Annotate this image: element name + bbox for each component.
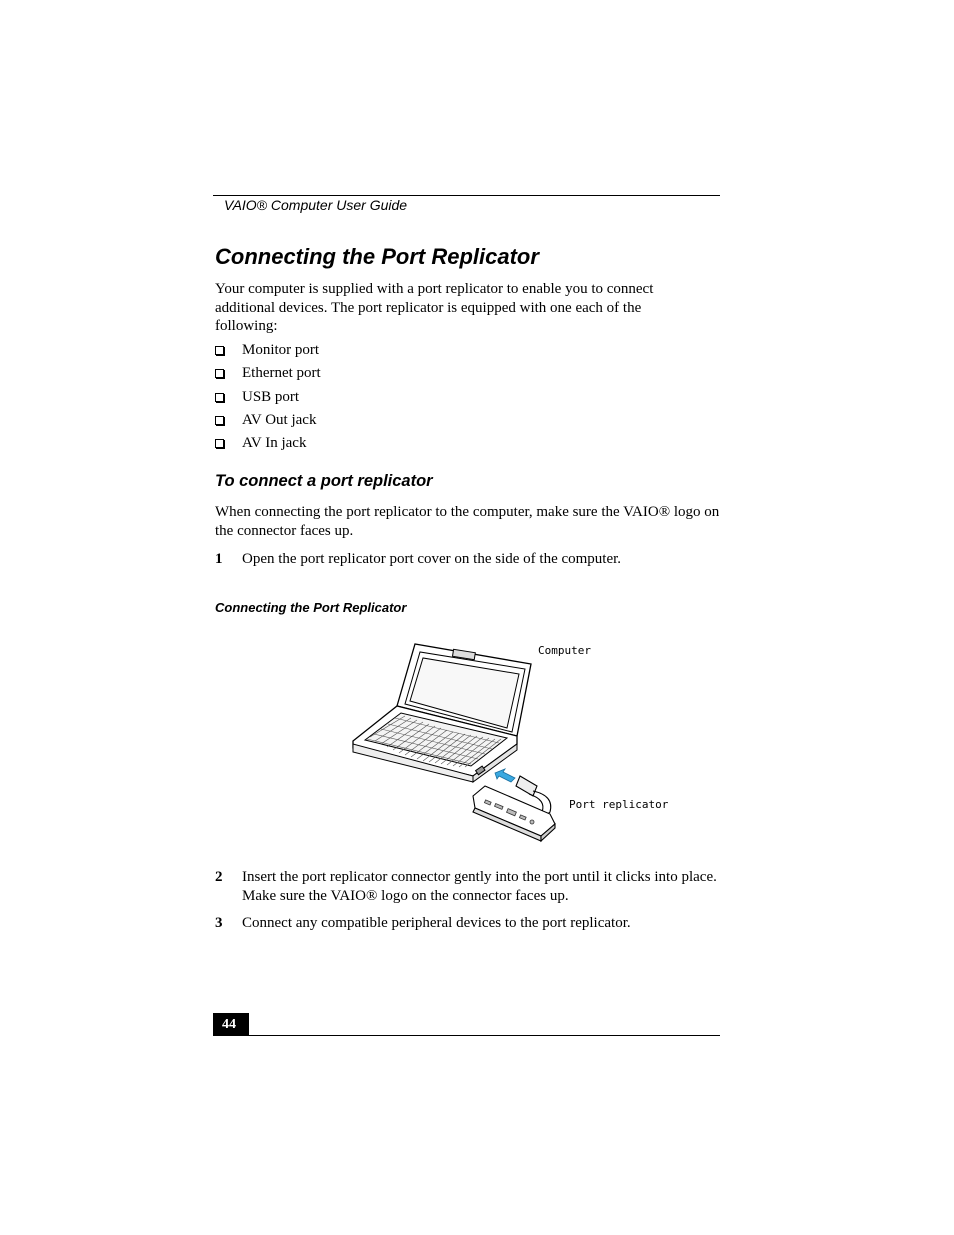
running-header: VAIO® Computer User Guide [224,197,408,213]
step-number: 1 [215,551,223,567]
checkbox-bullet-icon [215,393,224,402]
step-text: Insert the port replicator connector gently into the port until it clicks into place. Make sure the VAIO® logo on the connector faces up. [242,869,717,904]
insert-direction-arrow-icon [495,769,515,782]
footer-rule [249,1035,720,1036]
procedure-intro: When connecting the port replicator to the computer, make sure the VAIO® logo on the connector faces up. [215,504,720,539]
step-text: Connect any compatible peripheral devices to the port replicator. [242,915,631,931]
checkbox-bullet-icon [215,439,224,448]
port-replicator-label: Port replicator [569,798,669,811]
laptop-icon [353,644,531,782]
step-number: 3 [215,915,223,931]
checkbox-bullet-icon [215,369,224,378]
intro-paragraph: Your computer is supplied with a port replicator to enable you to connect additional devices. The port replicator is equipped with one each of the following: [215,281,654,334]
computer-label: Computer [538,644,591,657]
checkbox-bullet-icon [215,416,224,425]
port-replicator-icon [473,776,555,841]
header-rule [213,195,720,196]
step-text: Open the port replicator port cover on the side of the computer. [242,551,622,567]
figure-caption: Connecting the Port Replicator [215,600,407,615]
step-number: 2 [215,869,223,885]
procedure-title: To connect a port replicator [215,472,433,490]
checkbox-bullet-icon [215,346,224,355]
page-title: Connecting the Port Replicator [215,244,539,269]
port-replicator-illustration [345,636,669,846]
page-number: 44 [213,1013,249,1036]
laptop-illustration-svg [345,636,665,846]
